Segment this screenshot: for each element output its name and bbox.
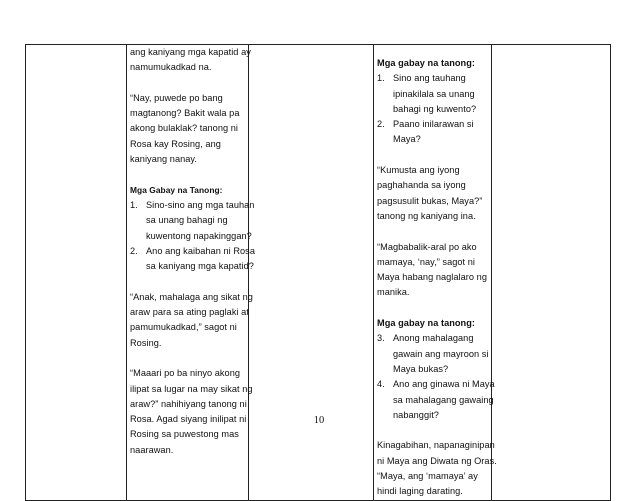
story-cell xyxy=(127,45,255,501)
text-line: Rosing sa puwestong mas xyxy=(130,429,239,440)
text-line: Rosing. xyxy=(130,337,162,348)
text-line: “Kumusta ang iyong xyxy=(377,165,460,176)
text-line: araw para sa ating paglaki at xyxy=(130,307,249,318)
text-line: magtanong? Bakit wala pa xyxy=(130,108,240,119)
story-cell-2 xyxy=(374,45,497,501)
question-line: sa kaniyang mga kapatid? xyxy=(146,261,254,272)
text-line: “Magbabalik-aral po ako xyxy=(377,241,477,252)
text-line: mamaya, ‘nay,” sagot ni xyxy=(377,256,475,267)
question-item: 1. Sino-sino ang mga tauhan xyxy=(130,199,255,210)
text-line: pamumukadkad,” sagot ni xyxy=(130,322,237,333)
story-text xyxy=(127,45,255,458)
text-line: ang kaniyang mga kapatid ay xyxy=(130,47,251,57)
text-line: tanong ng kaniyang ina. xyxy=(377,210,476,221)
question-line: nabanggit? xyxy=(393,409,439,420)
story-text-2 xyxy=(374,45,497,500)
lesson-table xyxy=(25,44,611,501)
text-line: kaniyang nanay. xyxy=(130,154,197,165)
question-item: 4. Ano ang ginawa ni Maya xyxy=(377,379,495,390)
question-item: 1. Sino ang tauhang xyxy=(377,73,466,84)
text-line: paghahanda sa iyong xyxy=(377,180,466,191)
question-line: bahagi ng kuwento? xyxy=(393,103,477,114)
page-number: 10 xyxy=(313,415,325,426)
text-line: manika. xyxy=(377,287,410,298)
question-line: Maya bukas? xyxy=(393,363,449,374)
text-line: ilipat sa lugar na may sikat ng xyxy=(130,383,253,394)
question-item: 2. Paano inilarawan si xyxy=(377,119,474,130)
question-item: 2. Ano ang kaibahan ni Rosa xyxy=(130,245,255,256)
text-line: akong bulaklak? tanong ni xyxy=(130,123,239,134)
text-line: pagsusulit bukas, Maya?” xyxy=(377,195,483,206)
question-line: ipinakilala sa unang xyxy=(393,88,475,99)
question-line: sa mahalagang gawaing xyxy=(393,394,494,405)
question-line: kuwentong napakinggan? xyxy=(146,230,252,241)
question-line: sa unang bahagi ng xyxy=(146,215,228,226)
question-line: Maya? xyxy=(393,134,421,145)
text-line: “Maya, ang ‘mamaya’ ay xyxy=(377,471,478,482)
guide-questions-heading: Mga gabay na tanong: xyxy=(377,58,475,68)
text-line: ni Maya ang Diwata ng Oras. xyxy=(377,455,497,466)
question-line: gawain ang mayroon si xyxy=(393,348,489,359)
text-line: araw?” nahihiyang tanong ni xyxy=(130,398,247,409)
table-row xyxy=(26,45,611,501)
text-line: Kinagabihan, napanaginipan xyxy=(377,440,495,451)
text-line: namumukadkad na. xyxy=(130,62,212,73)
text-line: Rosa. Agad siyang inilipat ni xyxy=(130,414,247,425)
table-cell-empty-5 xyxy=(492,45,611,501)
question-item: 3. Anong mahalagang xyxy=(377,333,474,344)
text-line: Rosa kay Rosing, ang xyxy=(130,138,221,149)
table-cell-empty-1 xyxy=(26,45,127,501)
table-cell-empty-3 xyxy=(249,45,374,501)
guide-questions-heading: Mga gabay na tanong: xyxy=(377,318,475,329)
text-line: naarawan. xyxy=(130,444,174,455)
text-line: Maya habang naglalaro ng xyxy=(377,272,488,283)
text-line: “Maaari po ba ninyo akong xyxy=(130,368,241,379)
text-line: hindi laging darating. xyxy=(377,486,463,497)
guide-questions-heading: Mga Gabay na Tanong: xyxy=(130,184,223,195)
text-line: “Nay, puwede po bang xyxy=(130,92,223,103)
text-line: “Anak, mahalaga ang sikat ng xyxy=(130,291,253,302)
